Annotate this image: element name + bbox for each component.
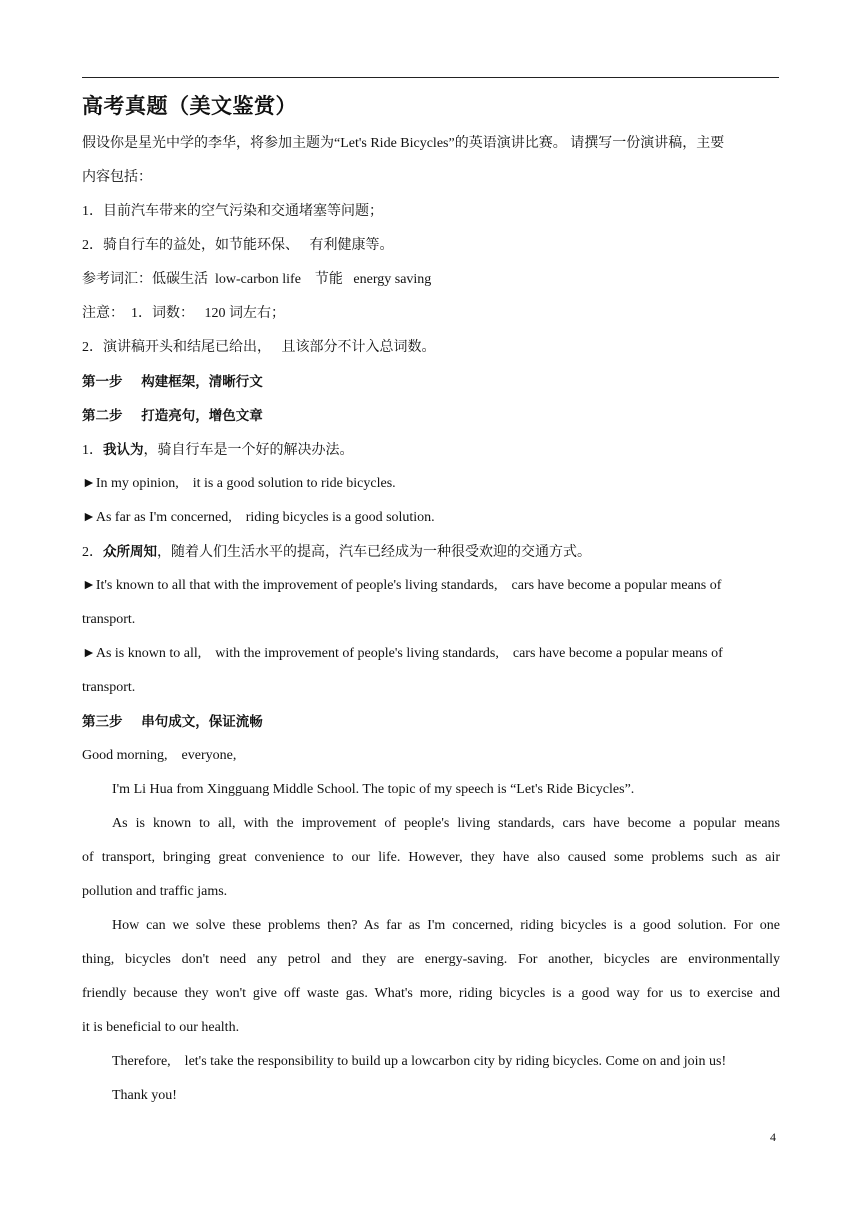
sentence-2-example-2b: transport. [82,680,136,695]
sentence-1-keyword: 我认为 [103,442,144,458]
sentence-2-example-2a: ►As is known to all, with the improvement of people's living standards, cars have become a popular means of [82,646,723,661]
sentence-1-number: 1． [82,443,103,458]
essay-paragraph-2-line-2: of transport, bringing great convenience to our life. However, they have also caused some problems such as air [82,850,780,865]
sentence-1-rest: ，骑自行车是一个好的解决办法。 [143,443,354,458]
prompt-line-2: 内容包括： [82,170,152,185]
header-rule [82,77,779,78]
note-line-2: 2．演讲稿开头和结尾已给出， 且该部分不计入总词数。 [82,340,436,355]
step-2-heading: 第二步 打造亮句，增色文章 [82,408,263,424]
essay-paragraph-3-line-1: How can we solve these problems then? As far as I'm concerned, riding bicycles is a good solution. For one [112,918,780,933]
essay-paragraph-1: I'm Li Hua from Xingguang Middle School. The topic of my speech is “Let's Ride Bicycles”. [112,782,635,797]
essay-paragraph-3-line-3: friendly because they won't give off waste gas. What's more, riding bicycles is a good way for us to exercise and [82,986,780,1001]
essay-paragraph-3-line-4: it is beneficial to our health. [82,1020,240,1035]
prompt-item-2: 2．骑自行车的益处，如节能环保、 有利健康等。 [82,238,394,253]
sentence-2-example-1a: ►It's known to all that with the improvement of people's living standards, cars have become a popular means of [82,578,722,593]
sentence-1-prompt [82,440,354,461]
sentence-2-example-1b: transport. [82,612,136,627]
sentence-2-keyword: 众所周知 [103,544,157,560]
page-title: 高考真题（美文鉴赏） [82,94,297,118]
sentence-2-rest: ，随着人们生活水平的提高，汽车已经成为一种很受欢迎的交通方式。 [157,545,591,560]
essay-paragraph-2-line-1: As is known to all, with the improvement of people's living standards, cars have become a popular means [112,816,780,831]
step-1-heading: 第一步 构建框架，清晰行文 [82,374,263,390]
vocab-line: 参考词汇：低碳生活 low-carbon life 节能 energy saving [82,272,432,287]
note-line-1: 注意： 1．词数： 120 词左右； [82,306,285,321]
sentence-2-prompt [82,542,591,563]
essay-paragraph-2-line-3: pollution and traffic jams. [82,884,228,899]
page-number: 4 [770,1130,776,1144]
sentence-2-number: 2． [82,545,103,560]
prompt-line-1: 假设你是星光中学的李华，将参加主题为“Let's Ride Bicycles”的英语演讲比赛。 请撰写一份演讲稿，主要 [82,136,725,151]
essay-paragraph-4: Therefore, let's take the responsibility to build up a lowcarbon city by riding bicycles. Come on and join us! [112,1054,727,1069]
step-3-heading: 第三步 串句成文，保证流畅 [82,714,263,730]
sentence-1-example-2: ►As far as I'm concerned, riding bicycles is a good solution. [82,510,435,525]
sentence-1-example-1: ►In my opinion, it is a good solution to ride bicycles. [82,476,396,491]
essay-paragraph-3-line-2: thing, bicycles don't need any petrol and they are energy-saving. For another, bicycles are environmentally [82,952,780,967]
prompt-item-1: 1．目前汽车带来的空气污染和交通堵塞等问题； [82,204,383,219]
essay-closing: Thank you! [112,1088,177,1103]
essay-greeting: Good morning, everyone, [82,748,237,763]
